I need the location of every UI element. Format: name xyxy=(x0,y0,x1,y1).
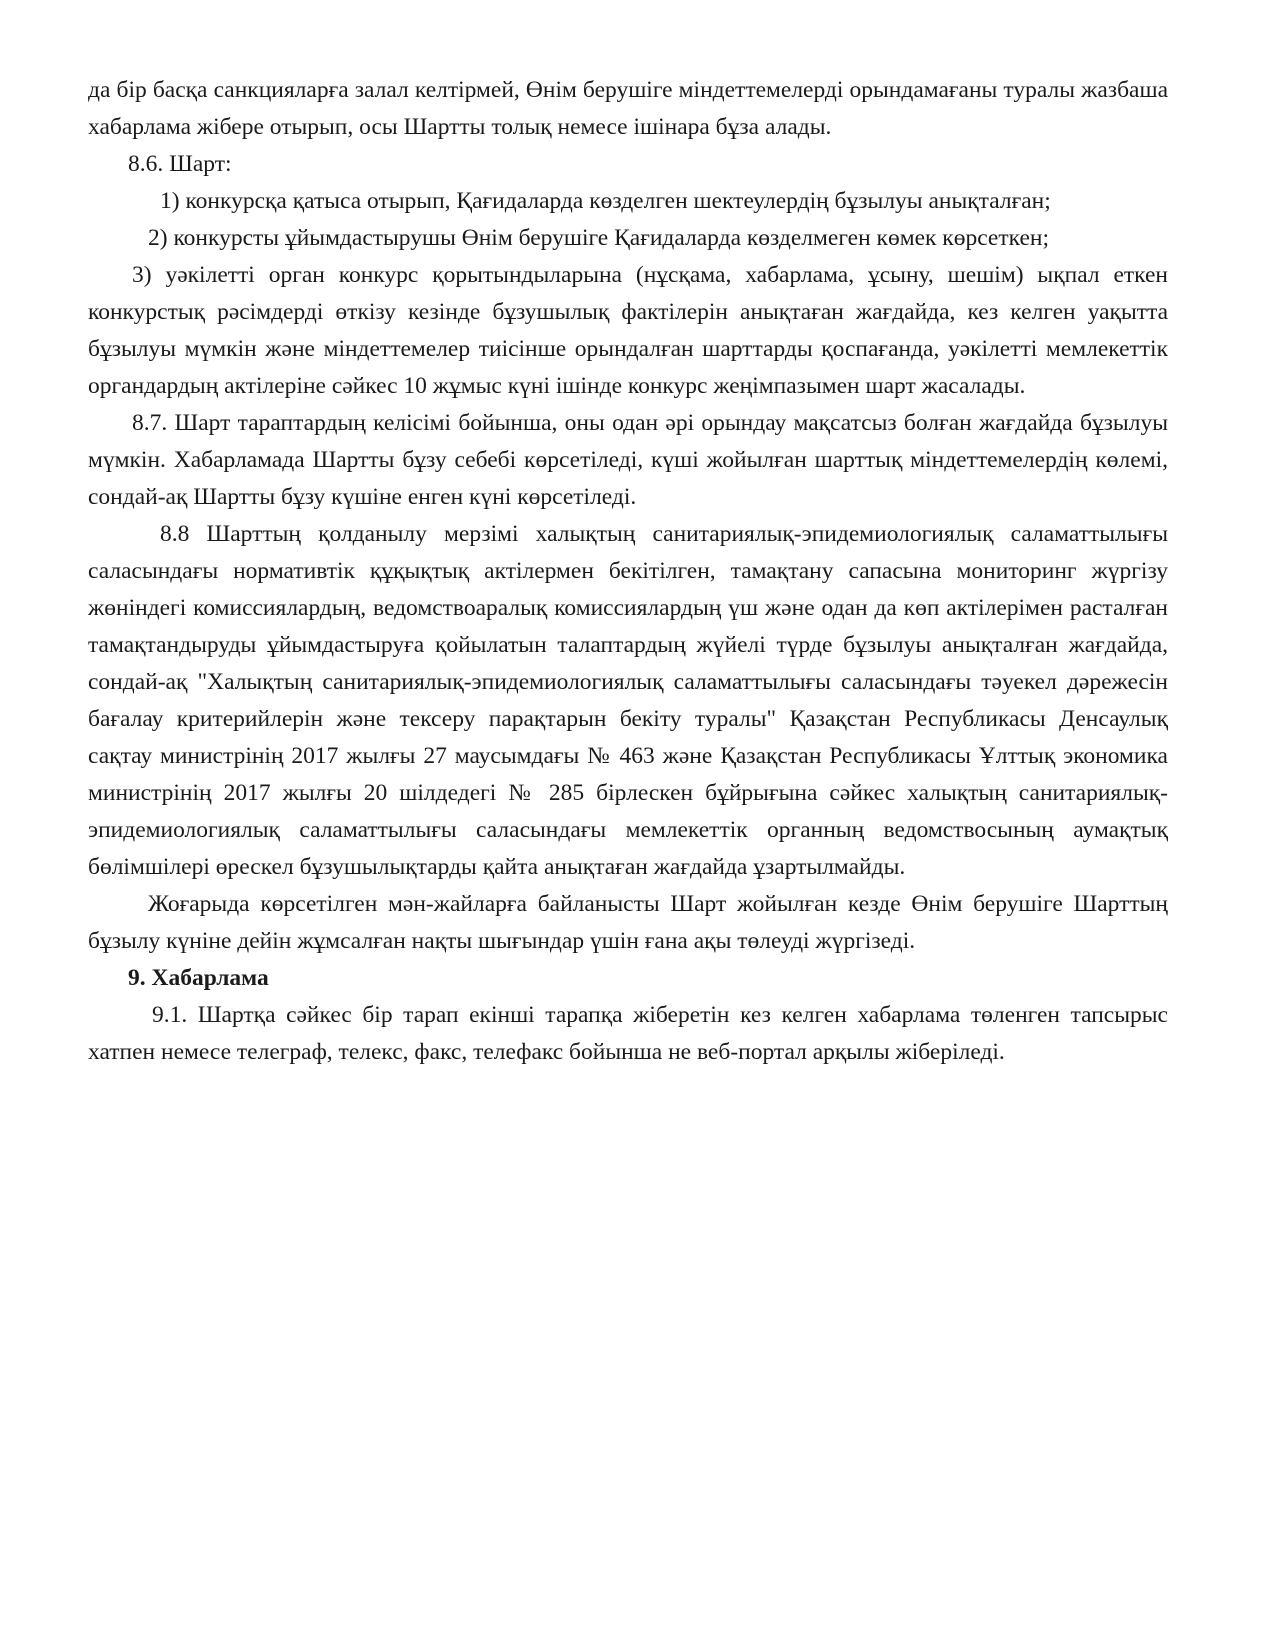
clause-8-8: 8.8 Шарттың қолданылу мерзімі халықтың санитариялық-эпидемиологиялық саламаттылығы саласындағы нормативтік құқықтық актілермен бекітілген, тамақтану сапасына мониторинг жүргізу жөніндегі комиссиялардың, ведомствоаралық комиссиялардың үш және одан да көп актілерімен расталған тамақтандыруды ұйымдастыруға қойылатын талаптардың жүйелі түрде бұзылуы анықталған жағдайда, сондай-ақ "Халықтың санитариялық-эпидемиологиялық саламаттылығы саласындағы тәуекел дәрежесін бағалау критерийлерін және тексеру парақтарын бекіту туралы" Қазақстан Республикасы Денсаулық сақтау министрінің 2017 жылғы 27 маусымдағы № 463 және Қазақстан Республикасы Ұлттық экономика министрінің 2017 жылғы 20 шілдедегі № 285 бірлескен бұйрығына сәйкес халықтың санитариялық-эпидемиологиялық саламаттылығы саласындағы мемлекеттік органның ведомствосының аумақтық бөлімшілері өрескел бұзушылықтарды қайта анықтаған жағдайда ұзартылмайды. xyxy=(88,521,1168,880)
clause-9-1: 9.1. Шартқа сәйкес бір тарап екінші тарапқа жіберетін кез келген хабарлама төленген тапсырыс хатпен немесе телеграф, телекс, факс, телефакс бойынша не веб-портал арқылы жіберіледі. xyxy=(88,1002,1168,1065)
clause-8-7: 8.7. Шарт тараптардың келісімі бойынша, оны одан әрі орындау мақсатсыз болған жағдайда бұзылуы мүмкін. Хабарламада Шартты бұзу себебі көрсетіледі, күші жойылған шарттық міндеттемелердің көлемі, сондай-ақ Шартты бұзу күшіне енген күні көрсетіледі. xyxy=(88,410,1168,510)
paragraph-continuation: да бір басқа санкцияларға залал келтірмей, Өнім берушіге міндеттемелерді орындамағаны туралы жазбаша хабарлама жібере отырып, осы Шартты толық немесе ішінара бұза алады. xyxy=(88,77,1168,140)
clause-8-6-title: 8.6. Шарт: xyxy=(128,151,232,177)
document-body xyxy=(88,72,1168,1071)
clause-8-6-item-3: 3) уәкілетті орган конкурс қорытындыларына (нұсқама, хабарлама, ұсыну, шешім) ықпал еткен конкурстық рәсімдерді өткізу кезінде бұзушылық фактілерін анықтаған жағдайда, кез келген уақытта бұзылуы мүмкін және міндеттемелер тиісінше орындалған шарттарды қоспағанда, уәкілетті мемлекеттік органдардың актілеріне сәйкес 10 жұмыс күні ішінде конкурс жеңімпазымен шарт жасалады. xyxy=(88,262,1168,399)
section-9-heading: 9. Хабарлама xyxy=(128,965,269,991)
payment-paragraph: Жоғарыда көрсетілген мән-жайларға байланысты Шарт жойылған кезде Өнім берушіге Шарттың бұзылу күніне дейін жұмсалған нақты шығындар үшін ғана ақы төлеуді жүргізеді. xyxy=(88,891,1168,954)
clause-8-6-item-1: 1) конкурсқа қатыса отырып, Қағидаларда көзделген шектеулердің бұзылуы анықталған; xyxy=(160,188,1051,214)
clause-8-6-item-2: 2) конкурсты ұйымдастырушы Өнім берушіге Қағидаларда көзделмеген көмек көрсеткен; xyxy=(148,225,1049,251)
